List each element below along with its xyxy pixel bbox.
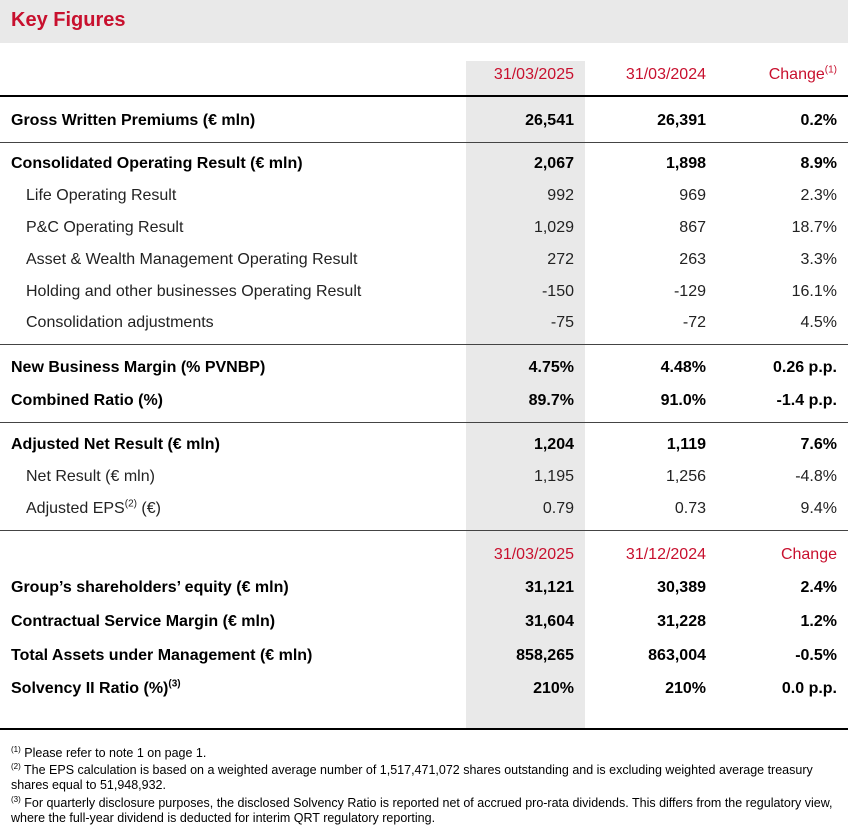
- page-title: Key Figures: [11, 9, 126, 31]
- row-value-change: 0.0 p.p.: [781, 680, 837, 697]
- row-value-current: 210%: [533, 680, 574, 697]
- header1-col1: 31/03/2025: [493, 66, 574, 83]
- row-value-change: -0.5%: [795, 647, 837, 664]
- row-label: Gross Written Premiums (€ mln): [11, 112, 256, 129]
- row-value-change: 4.5%: [800, 314, 837, 331]
- row-value-change: 0.26 p.p.: [772, 359, 837, 376]
- row-value-prior: 0.73: [674, 500, 706, 517]
- row-value-prior: 1,256: [665, 468, 706, 485]
- row-label: Consolidation adjustments: [26, 314, 214, 331]
- row-value-current: 89.7%: [528, 392, 574, 409]
- row-value-current: 858,265: [516, 647, 574, 664]
- header1-col2: 31/03/2024: [625, 66, 706, 83]
- row-value-current: 26,541: [525, 112, 574, 129]
- row-label: Group’s shareholders’ equity (€ mln): [11, 579, 289, 596]
- row-label: Holding and other businesses Operating Result: [26, 283, 362, 300]
- row-label: New Business Margin (% PVNBP): [11, 359, 266, 376]
- title-bar: [0, 0, 848, 43]
- header1-col3: Change$^{(1)}$: [768, 64, 837, 83]
- row-value-change: -4.8%: [795, 468, 837, 485]
- row-value-prior: -72: [682, 314, 706, 331]
- row-value-prior: 4.48%: [660, 359, 706, 376]
- row-value-change: 16.1%: [791, 283, 837, 300]
- row-label: Solvency II Ratio (%)$^{(3)}$: [11, 678, 181, 697]
- row-value-change: 2.3%: [800, 187, 837, 204]
- row-value-change: -1.4 p.p.: [776, 392, 837, 409]
- row-value-change: 0.2%: [800, 112, 837, 129]
- header2-col3: Change: [780, 546, 837, 563]
- row-label: Life Operating Result: [26, 187, 177, 204]
- row-label: Consolidated Operating Result (€ mln): [11, 155, 303, 172]
- row-value-change: 9.4%: [800, 500, 837, 517]
- row-value-prior: 969: [679, 187, 706, 204]
- row-label: Net Result (€ mln): [26, 468, 155, 485]
- row-value-prior: 30,389: [657, 579, 706, 596]
- row-label: Total Assets under Management (€ mln): [11, 647, 313, 664]
- row-value-prior: 867: [679, 219, 706, 236]
- divider: [0, 530, 848, 531]
- row-value-prior: -129: [673, 283, 706, 300]
- row-value-prior: 26,391: [657, 112, 706, 129]
- row-label: Adjusted EPS$^{(2)}$ (€): [26, 498, 161, 517]
- row-value-change: 7.6%: [800, 436, 837, 453]
- row-value-change: 2.4%: [800, 579, 837, 596]
- row-label: P&C Operating Result: [26, 219, 184, 236]
- header2-col1: 31/03/2025: [493, 546, 574, 563]
- divider: [0, 344, 848, 345]
- row-label: Asset & Wealth Management Operating Result: [26, 251, 358, 268]
- row-value-current: 31,604: [525, 613, 574, 630]
- row-value-prior: 210%: [665, 680, 706, 697]
- divider: [0, 95, 848, 97]
- row-value-change: 18.7%: [791, 219, 837, 236]
- row-value-prior: 31,228: [657, 613, 706, 630]
- header2-col2: 31/12/2024: [625, 546, 706, 563]
- row-label: Combined Ratio (%): [11, 392, 163, 409]
- row-value-prior: 1,119: [666, 436, 706, 453]
- row-value-prior: 263: [679, 251, 706, 268]
- row-value-current: 1,195: [533, 468, 574, 485]
- divider: [0, 728, 848, 730]
- row-value-current: 1,029: [533, 219, 574, 236]
- row-label: Adjusted Net Result (€ mln): [11, 436, 220, 453]
- row-label: Contractual Service Margin (€ mln): [11, 613, 276, 630]
- row-value-current: -150: [541, 283, 574, 300]
- divider: [0, 142, 848, 143]
- row-value-prior: 1,898: [665, 155, 706, 172]
- row-value-change: 8.9%: [800, 155, 837, 172]
- row-value-current: 31,121: [525, 579, 574, 596]
- footnote-1: $^{(1)}$ Please refer to note 1 on page 1.: [11, 744, 207, 760]
- footnote-3: $^{(3)}$ For quarterly disclosure purposes, the disclosed Solvency Ratio is reported net of accrued pro-rata dividends. This differs from the regulatory view, where the full-year dividend is deducted for interim QRT regulatory reporting.: [11, 794, 833, 825]
- row-value-current: 992: [547, 187, 574, 204]
- row-value-change: 1.2%: [800, 613, 837, 630]
- footnote-2: $^{(2)}$ The EPS calculation is based on a weighted average number of 1,517,471,072 shares outstanding and is excluding weighted average treasury shares equal to 51,948,932.: [11, 761, 813, 792]
- row-value-prior: 863,004: [648, 647, 706, 664]
- row-value-current: -75: [550, 314, 574, 331]
- row-value-current: 4.75%: [528, 359, 574, 376]
- divider: [0, 422, 848, 423]
- row-value-current: 2,067: [533, 155, 574, 172]
- row-value-current: 272: [547, 251, 574, 268]
- row-value-current: 0.79: [542, 500, 574, 517]
- row-value-current: 1,204: [533, 436, 574, 453]
- row-value-change: 3.3%: [800, 251, 837, 268]
- row-value-prior: 91.0%: [660, 392, 706, 409]
